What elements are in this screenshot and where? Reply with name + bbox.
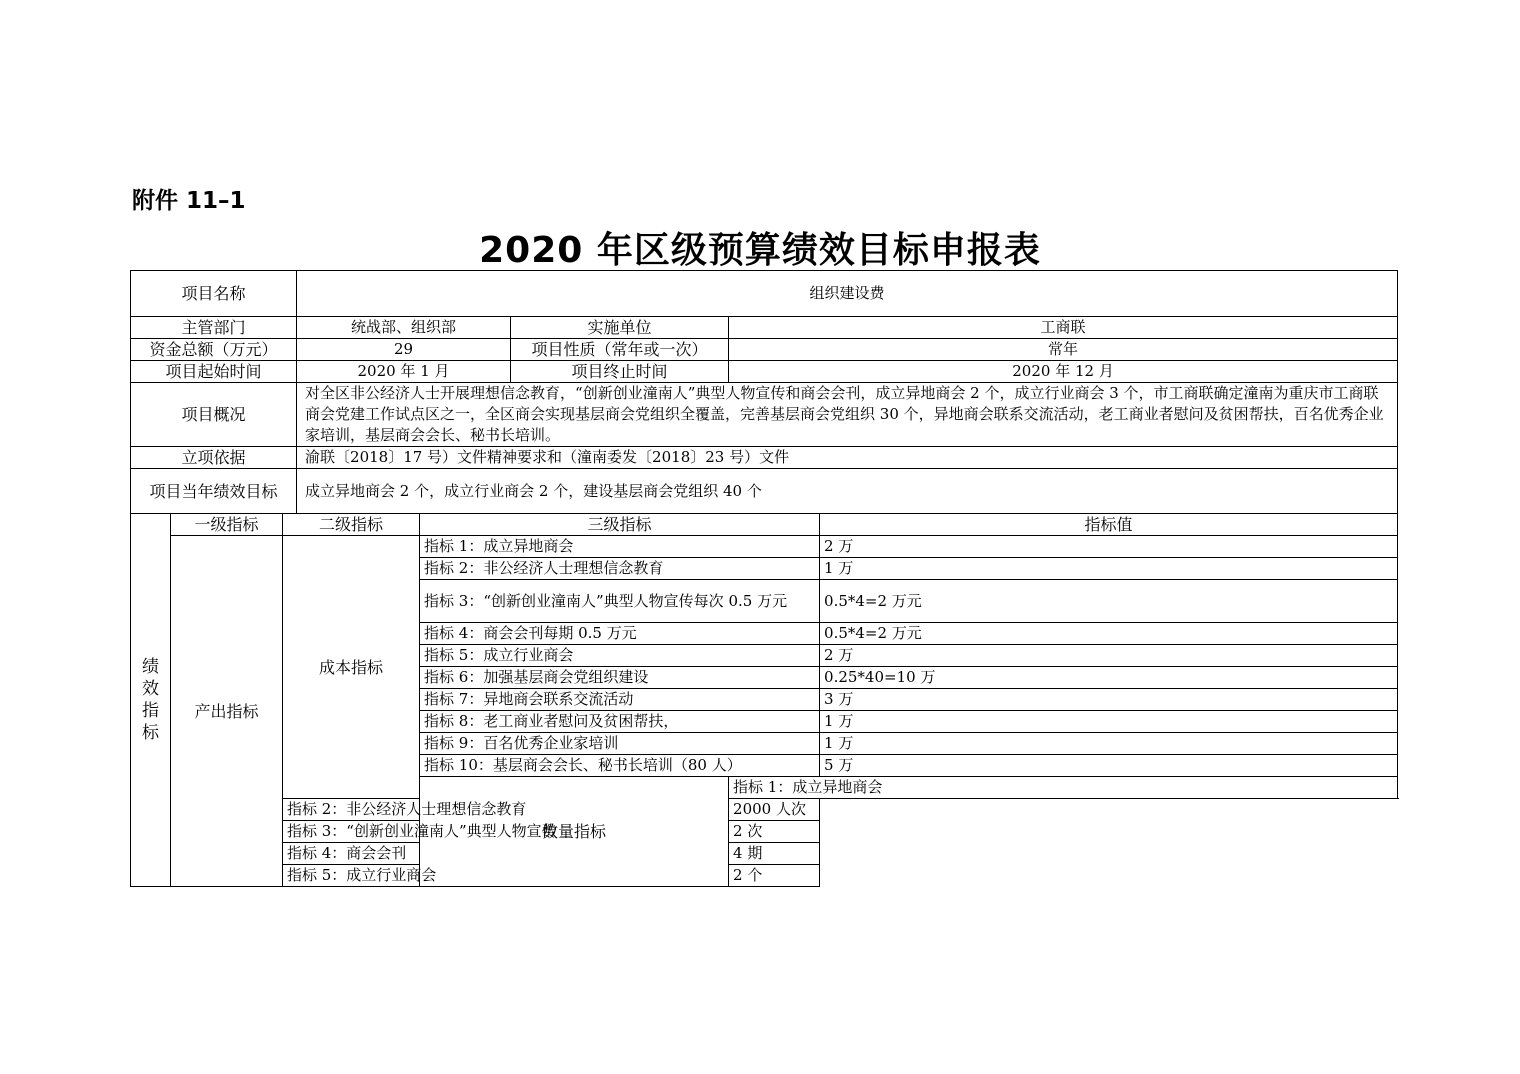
indicator-name: 指标 4：商会会刊 <box>283 843 511 865</box>
dept-value: 统战部、组织部 <box>297 317 511 339</box>
indicator-name: 指标 5：成立行业商会 <box>420 645 820 667</box>
indicator-value: 2000 人次 <box>729 799 820 821</box>
indicator-name: 指标 3：“创新创业潼南人”典型人物宣传每次 0.5 万元 <box>420 580 820 623</box>
header-level3: 三级指标 <box>420 514 820 536</box>
start-value: 2020 年 1 月 <box>297 361 511 383</box>
header-level2: 二级指标 <box>283 514 420 536</box>
basis-label: 立项依据 <box>131 447 297 469</box>
row-basis <box>131 447 1398 469</box>
indicator-name: 指标 3：“创新创业潼南人”典型人物宣传 <box>283 821 511 843</box>
performance-indicator-side-label: 绩 效 指 标 <box>131 514 171 887</box>
level2-quantity: 数量指标 <box>420 777 729 887</box>
table-row <box>131 536 1398 558</box>
table-row <box>131 843 1398 865</box>
header-level1: 一级指标 <box>171 514 283 536</box>
unit-value: 工商联 <box>729 317 1398 339</box>
attachment-label: 附件 11–1 <box>132 188 246 214</box>
nature-value: 常年 <box>729 339 1398 361</box>
row-fund <box>131 339 1398 361</box>
indicator-name: 指标 10：基层商会会长、秘书长培训（80 人） <box>420 755 820 777</box>
project-name-value: 组织建设费 <box>297 271 1398 317</box>
indicator-name: 指标 2：非公经济人士理想信念教育 <box>283 799 511 821</box>
header-value: 指标值 <box>820 514 1398 536</box>
indicator-value: 2 次 <box>729 821 820 843</box>
indicator-value: 2 个 <box>729 865 820 887</box>
overview-label: 项目概况 <box>131 383 297 447</box>
indicator-value: 5 万 <box>820 755 1398 777</box>
indicator-name: 指标 1：成立异地商会 <box>729 777 1398 799</box>
indicator-value: 2 万 <box>820 536 1398 558</box>
overview-value: 对全区非公经济人士开展理想信念教育，“创新创业潼南人”典型人物宣传和商会会刊，成立异地商会 2 个，成立行业商会 3 个，市工商联确定潼南为重庆市工商联商会党建工作试点区之一，全区商会实现基层商会党组织全覆盖，完善基层商会党组织 30 个，异地商会联系交流活动，老工商业者慰问及贫困帮扶，百名优秀企业家培训，基层商会会长、秘书长培训。 <box>297 383 1398 447</box>
indicator-value: 0.5*4=2 万元 <box>820 623 1398 645</box>
table-row <box>131 865 1398 887</box>
level1-output: 产出指标 <box>171 536 283 887</box>
indicator-value: 1 万 <box>820 711 1398 733</box>
dept-label: 主管部门 <box>131 317 297 339</box>
row-goal <box>131 469 1398 514</box>
end-label: 项目终止时间 <box>511 361 729 383</box>
indicator-value: 1 万 <box>820 733 1398 755</box>
fund-value: 29 <box>297 339 511 361</box>
indicator-name: 指标 6：加强基层商会党组织建设 <box>420 667 820 689</box>
indicator-name: 指标 9：百名优秀企业家培训 <box>420 733 820 755</box>
indicator-name: 指标 8：老工商业者慰问及贫困帮扶， <box>420 711 820 733</box>
row-overview <box>131 383 1398 447</box>
indicator-name: 指标 5：成立行业商会 <box>283 865 511 887</box>
indicator-name: 指标 4：商会会刊每期 0.5 万元 <box>420 623 820 645</box>
row-dept <box>131 317 1398 339</box>
fund-label: 资金总额（万元） <box>131 339 297 361</box>
indicator-value: 1 万 <box>820 558 1398 580</box>
indicator-header-row <box>131 514 1398 536</box>
unit-label: 实施单位 <box>511 317 729 339</box>
nature-label: 项目性质（常年或一次） <box>511 339 729 361</box>
level2-cost: 成本指标 <box>283 536 420 799</box>
goal-label: 项目当年绩效目标 <box>131 469 297 514</box>
indicator-value: 2 万 <box>820 645 1398 667</box>
page-title: 2020 年区级预算绩效目标申报表 <box>479 230 1041 271</box>
start-label: 项目起始时间 <box>131 361 297 383</box>
indicator-name: 指标 2：非公经济人士理想信念教育 <box>420 558 820 580</box>
row-time <box>131 361 1398 383</box>
row-project-name <box>131 271 1398 317</box>
end-value: 2020 年 12 月 <box>729 361 1398 383</box>
table-row <box>131 821 1398 843</box>
indicator-value: 0.25*40=10 万 <box>820 667 1398 689</box>
indicator-value: 0.5*4=2 万元 <box>820 580 1398 623</box>
table-row <box>131 799 1398 821</box>
budget-performance-table <box>130 270 1398 887</box>
goal-value: 成立异地商会 2 个，成立行业商会 2 个，建设基层商会党组织 40 个 <box>297 469 1398 514</box>
project-name-label: 项目名称 <box>131 271 297 317</box>
indicator-value: 3 万 <box>820 689 1398 711</box>
indicator-value: 4 期 <box>729 843 820 865</box>
indicator-name: 指标 7：异地商会联系交流活动 <box>420 689 820 711</box>
basis-value: 渝联〔2018〕17 号）文件精神要求和（潼南委发〔2018〕23 号）文件 <box>297 447 1398 469</box>
indicator-name: 指标 1：成立异地商会 <box>420 536 820 558</box>
